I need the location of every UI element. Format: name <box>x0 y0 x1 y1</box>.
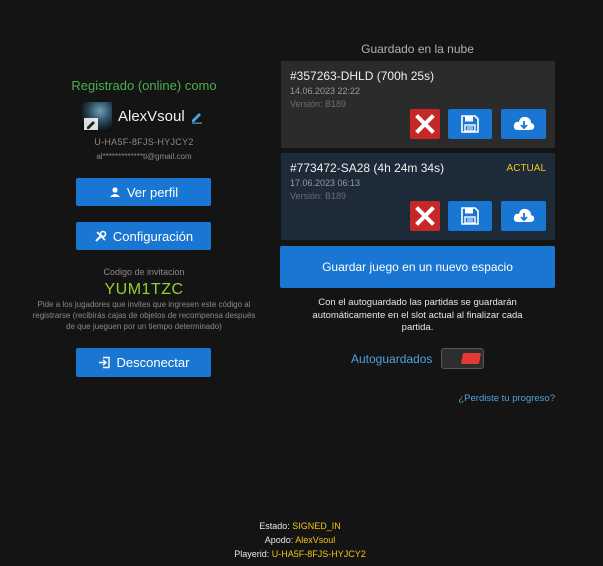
email: al*************ti@gmail.com <box>96 152 192 161</box>
load-slot-button[interactable] <box>501 109 546 139</box>
slot-name: #773472-SA28 (4h 24m 34s) <box>290 161 445 175</box>
pencil-icon[interactable] <box>190 110 204 124</box>
view-profile-label: Ver perfil <box>126 184 179 200</box>
cloud-save-title: Guardado en la nube <box>361 42 474 56</box>
view-profile-button[interactable] <box>76 178 211 206</box>
playerid-line <box>150 549 450 559</box>
floppy-disk-icon <box>461 115 479 133</box>
playerid-label: Playerid: <box>234 549 270 559</box>
username: AlexVsoul <box>118 108 185 125</box>
invite-description: Pide a los jugadores que invites que ingresen este código al registrarse (recibirás cajas de objetos de recompensa después de que jueguen por un tiempo determinado) <box>32 300 256 331</box>
save-to-slot-button[interactable] <box>448 201 492 231</box>
slot-date: 14.06.2023 22:22 <box>290 86 361 96</box>
logout-icon <box>98 356 111 369</box>
nick-value: AlexVsoul <box>295 535 336 545</box>
person-icon <box>109 186 121 198</box>
slot-date: 17.06.2023 06:13 <box>290 178 361 188</box>
invite-code[interactable]: YUM1TZC <box>104 281 184 298</box>
current-badge: ACTUAL <box>506 163 546 174</box>
state-value: SIGNED_IN <box>292 521 341 531</box>
toggle-knob <box>461 353 481 364</box>
settings-label: Configuración <box>112 228 194 244</box>
close-icon <box>415 114 435 134</box>
edit-avatar-icon[interactable] <box>84 118 98 130</box>
floppy-disk-icon <box>461 207 479 225</box>
nick-line <box>150 535 450 545</box>
autosave-label: Autoguardados <box>351 352 433 366</box>
cloud-download-icon <box>513 207 535 225</box>
save-new-slot-button[interactable]: Guardar juego en un nuevo espacio <box>280 246 555 288</box>
load-slot-button[interactable] <box>501 201 546 231</box>
autosave-toggle[interactable] <box>441 348 484 369</box>
player-id: U-HA5F-8FJS-HYJCY2 <box>94 137 194 147</box>
playerid-value: U-HA5F-8FJS-HYJCY2 <box>271 549 366 559</box>
settings-button[interactable] <box>76 222 211 250</box>
avatar[interactable] <box>82 102 112 132</box>
slot-version: Versión: B189 <box>290 99 347 109</box>
save-slot-current <box>281 153 555 240</box>
lost-progress-link[interactable]: ¿Perdiste tu progreso? <box>458 393 555 404</box>
state-label: Estado: <box>259 521 290 531</box>
close-icon <box>415 206 435 226</box>
status-line <box>150 521 450 531</box>
disconnect-label: Desconectar <box>116 355 190 370</box>
invite-label: Codigo de invitacion <box>103 267 185 277</box>
delete-slot-button[interactable] <box>410 109 440 139</box>
slot-name: #357263-DHLD (700h 25s) <box>290 69 435 83</box>
delete-slot-button[interactable] <box>410 201 440 231</box>
cloud-download-icon <box>513 115 535 133</box>
tools-icon <box>94 230 107 243</box>
save-slot <box>281 61 555 148</box>
nick-label: Apodo: <box>264 535 294 545</box>
autosave-description: Con el autoguardado las partidas se guardarán automáticamente en el slot actual al finalizar cada partida. <box>312 297 523 333</box>
save-to-slot-button[interactable] <box>448 109 492 139</box>
disconnect-button[interactable] <box>76 348 211 377</box>
slot-version: Versión: B189 <box>290 191 347 201</box>
registered-label: Registrado (online) como <box>71 78 217 93</box>
